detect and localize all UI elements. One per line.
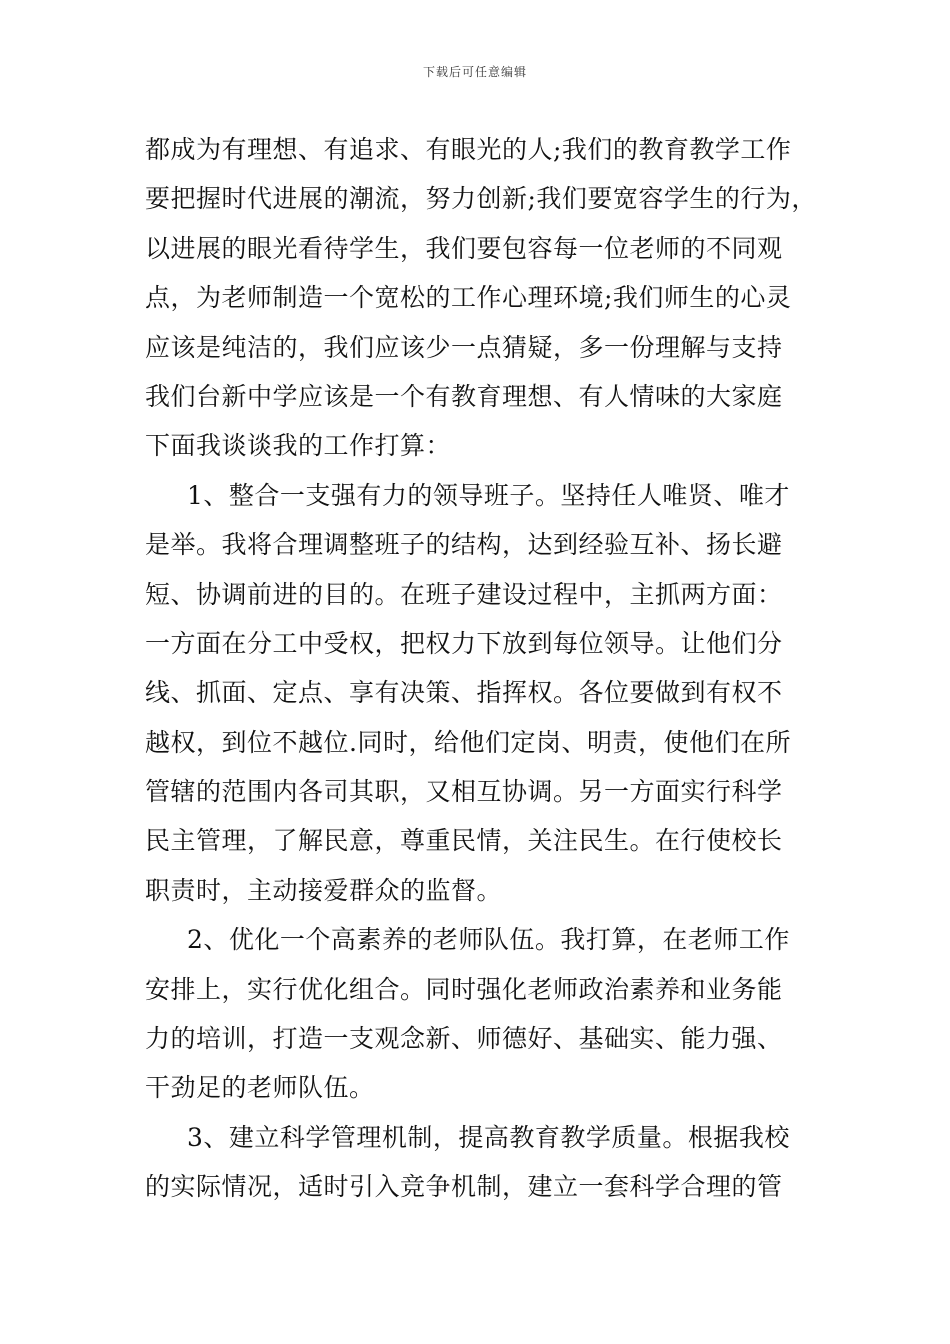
text-line: 一方面在分工中受权，把权力下放到每位领导。让他们分 xyxy=(145,628,783,658)
text-line: 线、抓面、定点、享有决策、指挥权。各位要做到有权不 xyxy=(145,678,783,708)
text-line: 以进展的眼光看待学生，我们要包容每一位老师的不同观 xyxy=(145,233,783,263)
text-line: 是举。我将合理调整班子的结构，达到经验互补、扬长避 xyxy=(145,530,783,560)
text-line: 安排上，实行优化组合。同时强化老师政治素养和业务能 xyxy=(145,974,783,1004)
document-body xyxy=(145,125,820,1212)
paragraph-start-line: 2、优化一个高素养的老师队伍。我打算，在老师工作 xyxy=(187,925,790,955)
text-line: 点，为老师制造一个宽松的工作心理环境;我们师生的心灵 xyxy=(145,283,792,313)
text-line: 应该是纯洁的，我们应该少一点猜疑，多一份理解与支持 xyxy=(145,332,783,362)
text-line: 越权，到位不越位.同时，给他们定岗、明责，使他们在所 xyxy=(145,727,791,757)
text-line: 管辖的范围内各司其职，又相互协调。另一方面实行科学 xyxy=(145,777,783,807)
text-line: 的实际情况，适时引入竞争机制，建立一套科学合理的管 xyxy=(145,1172,783,1202)
text-line: 都成为有理想、有追求、有眼光的人;我们的教育教学工作 xyxy=(145,135,792,164)
text-line: 干劲足的老师队伍。 xyxy=(145,1073,375,1103)
paragraph-start-line: 3、建立科学管理机制，提高教育教学质量。根据我校 xyxy=(187,1122,790,1152)
text-line: 我们台新中学应该是一个有教育理想、有人情味的大家庭 xyxy=(145,381,783,411)
header-note: 下载后可任意编辑 xyxy=(422,65,527,79)
text-line: 要把握时代进展的潮流，努力创新;我们要宽容学生的行为， xyxy=(145,184,817,214)
text-line: 力的培训，打造一支观念新、师德好、基础实、能力强、 xyxy=(145,1024,783,1054)
paragraph-start-line: 1、整合一支强有力的领导班子。坚持任人唯贤、唯才 xyxy=(187,480,790,510)
text-line: 下面我谈谈我的工作打算： xyxy=(145,431,452,461)
text-line: 短、协调前进的目的。在班子建设过程中，主抓两方面： xyxy=(145,579,783,609)
text-line: 民主管理，了解民意，尊重民情，关注民生。在行使校长 xyxy=(145,826,783,856)
text-line: 职责时，主动接爱群众的监督。 xyxy=(145,875,503,905)
